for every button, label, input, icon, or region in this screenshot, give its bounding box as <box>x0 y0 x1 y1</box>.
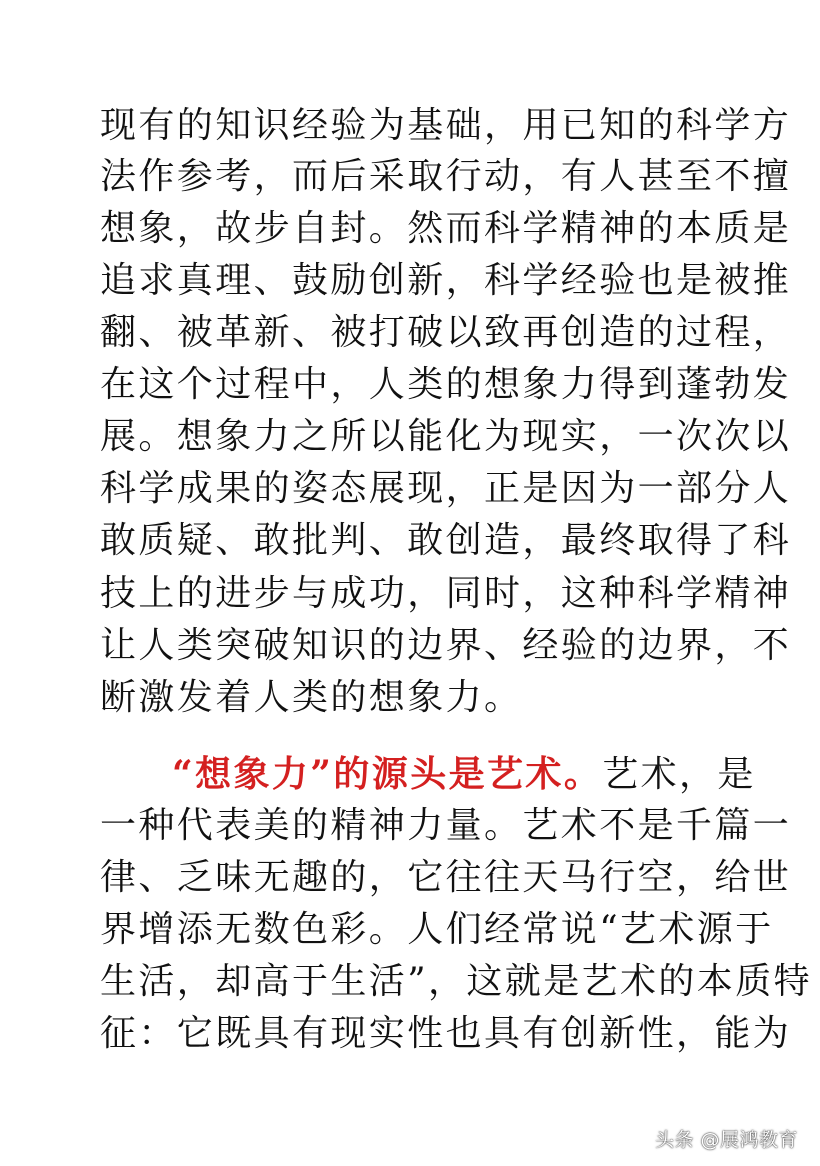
section-first-line-rest: 艺术，是 <box>602 754 756 795</box>
body-line: 法作参考，而后采取行动，有人甚至不擅 <box>100 156 792 197</box>
body-line: 让人类突破知识的边界、经验的边界，不 <box>100 625 792 666</box>
section-line: 律、乏味无趣的，它往往天马行空，给世 <box>100 857 792 898</box>
body-line: 科学成果的姿态展现，正是因为一部分人 <box>100 468 792 509</box>
section-heading: “想象力”的源头是艺术。 <box>172 753 603 795</box>
body-line: 在这个过程中，人类的想象力得到蓬勃发 <box>100 364 792 405</box>
body-line: 想象，故步自封。然而科学精神的本质是 <box>100 208 792 249</box>
body-line: 技上的进步与成功，同时，这种科学精神 <box>100 573 792 614</box>
source-watermark: 头条 @展鸿教育 <box>654 1129 798 1151</box>
section-line: 生活，却高于生活”，这就是艺术的本质特 <box>100 961 813 1002</box>
body-line: 翻、被革新、被打破以致再创造的过程， <box>100 312 792 353</box>
body-line: 断激发着人类的想象力。 <box>100 677 523 718</box>
body-line: 现有的知识经验为基础，用已知的科学方 <box>100 105 792 146</box>
section-line: 界增添无数色彩。人们经常说“艺术源于 <box>100 909 774 950</box>
body-line: 追求真理、鼓励创新，科学经验也是被推 <box>100 260 792 301</box>
section-first-line <box>172 753 756 795</box>
body-line: 展。想象力之所以能化为现实，一次次以 <box>100 416 792 457</box>
section-line: 一种代表美的精神力量。艺术不是千篇一 <box>100 805 792 846</box>
body-line: 敢质疑、敢批判、敢创造，最终取得了科 <box>100 520 792 561</box>
section-line: 征：它既具有现实性也具有创新性，能为 <box>100 1013 792 1054</box>
